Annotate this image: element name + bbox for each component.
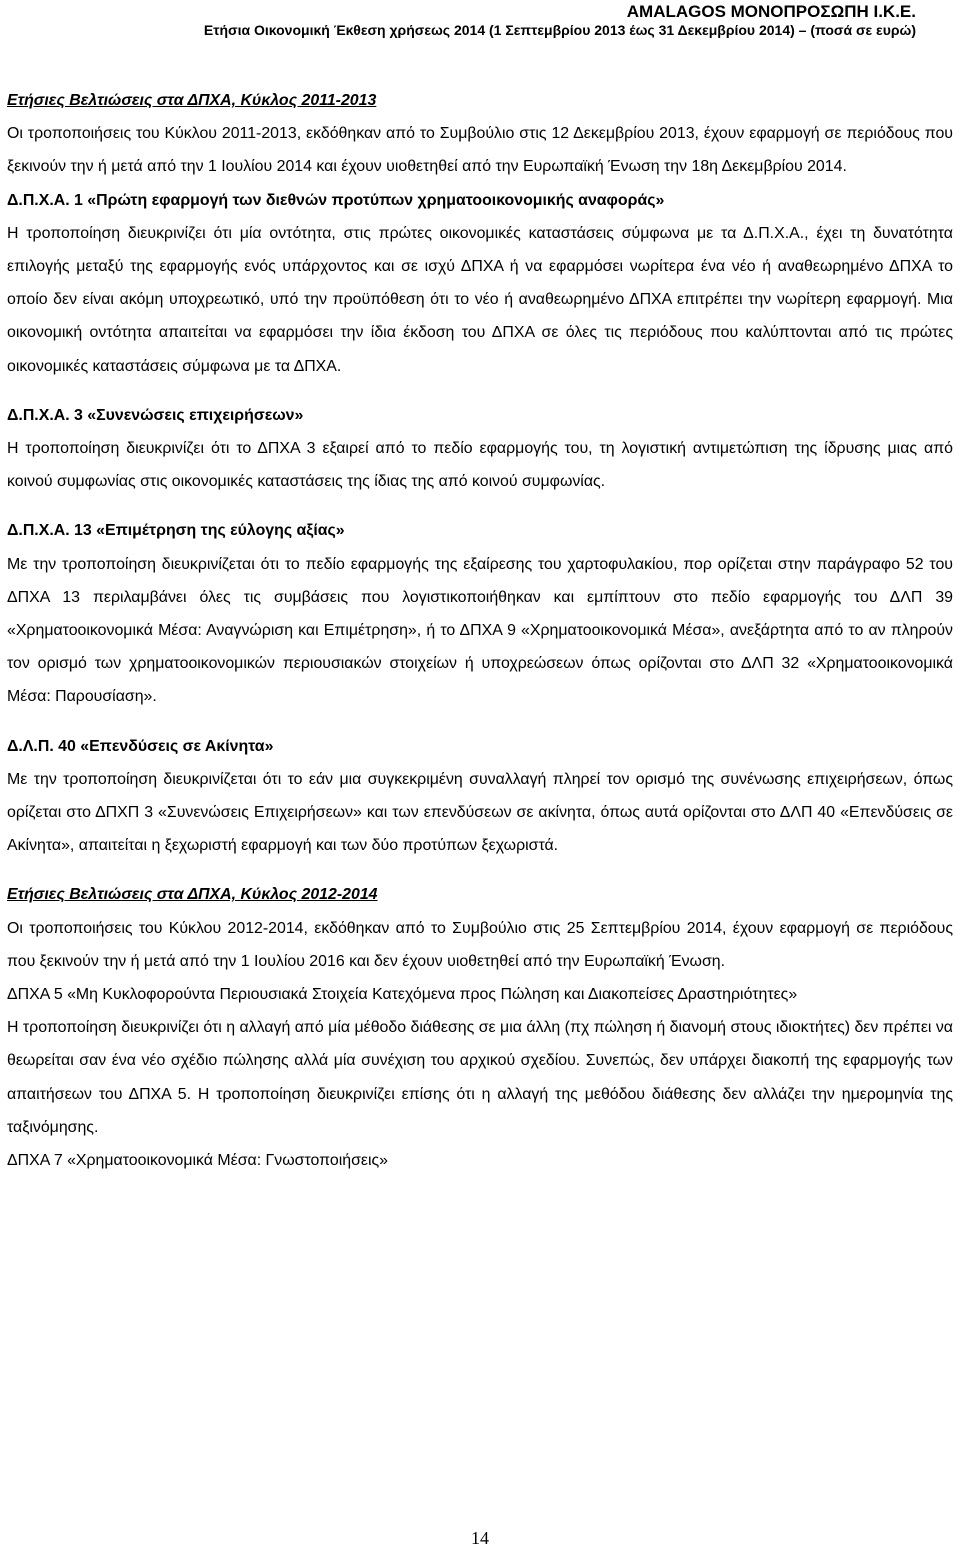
ifrs5-title: ΔΠΧΑ 5 «Μη Κυκλοφορούντα Περιουσιακά Στοιχεία Κατεχόμενα προς Πώληση και Διακοπείσες Δραστηριότητες» [7,986,798,1004]
ifrs3-body: Η τροποποίηση διευκρινίζει ότι το ΔΠΧΑ 3 εξαιρεί από το πεδίο εφαρμογής του, τη λογιστική αντιμετώπιση της ίδρυσης μιας από κοινού συμφωνίας στις οικονομικές καταστάσεις της ίδιας της από κοινού συμφωνίας. [7,440,953,491]
section-title-2012-2014: Ετήσιες Βελτιώσεις στα ΔΠΧΑ, Κύκλος 2012-2014 [7,886,378,904]
ias40-heading: Δ.Λ.Π. 40 «Επενδύσεις σε Ακίνητα» [7,737,274,755]
section-title-2011-2013: Ετήσιες Βελτιώσεις στα ΔΠΧΑ, Κύκλος 2011-2013 [7,92,377,109]
report-title: Ετήσια Οικονομική Έκθεση χρήσεως 2014 (1 Σεπτεμβρίου 2013 έως 31 Δεκεμβρίου 2014) – (ποσά σε ευρώ) [203,22,916,38]
ifrs7-title: ΔΠΧΑ 7 «Χρηματοοικονομικά Μέσα: Γνωστοποιήσεις» [7,1152,388,1170]
ifrs1-heading: Δ.Π.Χ.Α. 1 «Πρώτη εφαρμογή των διεθνών προτύπων χρηματοοικονομικής αναφοράς» [7,191,665,209]
company-name: AMALAGOS ΜΟΝΟΠΡΟΣΩΠΗ Ι.Κ.Ε. [626,2,916,21]
section-intro-2011-2013: Οι τροποποιήσεις του Κύκλου 2011-2013, εκδόθηκαν από το Συμβούλιο στις 12 Δεκεμβρίου 2013, έχουν εφαρμογή σε περιόδους που ξεκινούν την ή μετά από την 1 Ιουλίου 2014 και έχουν υιοθετηθεί από την Ευρωπαϊκή Ένωση την 18η Δεκεμβρίου 2014. [7,125,953,176]
page-header [204,2,916,40]
ifrs1-body: Η τροποποίηση διευκρινίζει ότι μία οντότητα, στις πρώτες οικονομικές καταστάσεις σύμφωνα με τα Δ.Π.Χ.Α., έχει τη δυνατότητα επιλογής μεταξύ της εφαρμογής ενός υπάρχοντος και σε ισχύ ΔΠΧΑ ή να εφαρμόσει νωρίτερα ένα νέο ή αναθεωρημένο ΔΠΧΑ το οποίο δεν είναι ακόμη υποχρεωτικό, υπό την προϋπόθεση ότι το νέο ή αναθεωρημένο ΔΠΧΑ επιτρέπει την νωρίτερη εφαρμογή. Μια οικονομική οντότητα απαιτείται να εφαρμόσει την ίδια έκδοση του ΔΠΧΑ σε όλες τις περιόδους που καλύπτονται από τις πρώτες οικονομικές καταστάσεις σύμφωνα με τα ΔΠΧΑ. [7,224,953,375]
ifrs13-heading: Δ.Π.Χ.Α. 13 «Επιμέτρηση της εύλογης αξίας» [7,522,345,540]
page-content [7,84,953,1177]
ifrs13-body: Με την τροποποίηση διευκρινίζεται ότι το πεδίο εφαρμογής της εξαίρεσης του χαρτοφυλακίου, πορ ορίζεται στην παράγραφο 52 του ΔΠΧΑ 13 περιλαμβάνει όλες τις συμβάσεις που λογιστικοποιήθηκαν και εμπίπτουν στο πεδίο εφαρμογής του ΔΛΠ 39 «Χρηματοοικονομικά Μέσα: Αναγνώριση και Επιμέτρηση», ή το ΔΠΧΑ 9 «Χρηματοοικονομικά Μέσα», ανεξάρτητα από το αν πληρούν τον ορισμό των χρηματοοικονομικών περιουσιακών στοιχείων ή υποχρεώσεων όπως ορίζονται στο ΔΛΠ 32 «Χρηματοοικονομικά Μέσα: Παρουσίαση». [7,555,953,706]
page-number: 14 [471,1528,489,1548]
ifrs5-body: Η τροποποίηση διευκρινίζει ότι η αλλαγή από μία μέθοδο διάθεσης σε μια άλλη (πχ πώληση ή διανομή στους ιδιοκτήτες) δεν πρέπει να θεωρείται σαν ένα νέο σχέδιο πώλησης αλλά μία συνέχιση του αρχικού σχεδίου. Συνεπώς, δεν υπάρχει διακοπή της εφαρμογής των απαιτήσεων του ΔΠΧΑ 5. Η τροποποίηση διευκρινίζει επίσης ότι η αλλαγή της μεθόδου διάθεσης δεν αλλάζει την ημερομηνία της ταξινόμησης. [7,1019,953,1136]
section-intro-2012-2014: Οι τροποποιήσεις του Κύκλου 2012-2014, εκδόθηκαν από το Συμβούλιο στις 25 Σεπτεμβρίου 2014, έχουν εφαρμογή σε περιόδους που ξεκινούν την ή μετά από την 1 Ιουλίου 2016 και δεν έχουν υιοθετηθεί από την Ευρωπαϊκή Ένωση. [7,919,953,970]
ias40-body: Με την τροποποίηση διευκρινίζεται ότι το εάν μια συγκεκριμένη συναλλαγή πληρεί τον ορισμό της συνένωσης επιχειρήσεων, όπως ορίζεται στο ΔΠΧΠ 3 «Συνενώσεις Επιχειρήσεων» και των επενδύσεων σε ακίνητα, όπως αυτά ορίζονται στο ΔΛΠ 40 «Επενδύσεις σε Ακίνητα», απαιτείται η ξεχωριστή εφαρμογή και των δύο προτύπων ξεχωριστά. [7,770,953,855]
ifrs3-heading: Δ.Π.Χ.Α. 3 «Συνενώσεις επιχειρήσεων» [7,406,304,424]
